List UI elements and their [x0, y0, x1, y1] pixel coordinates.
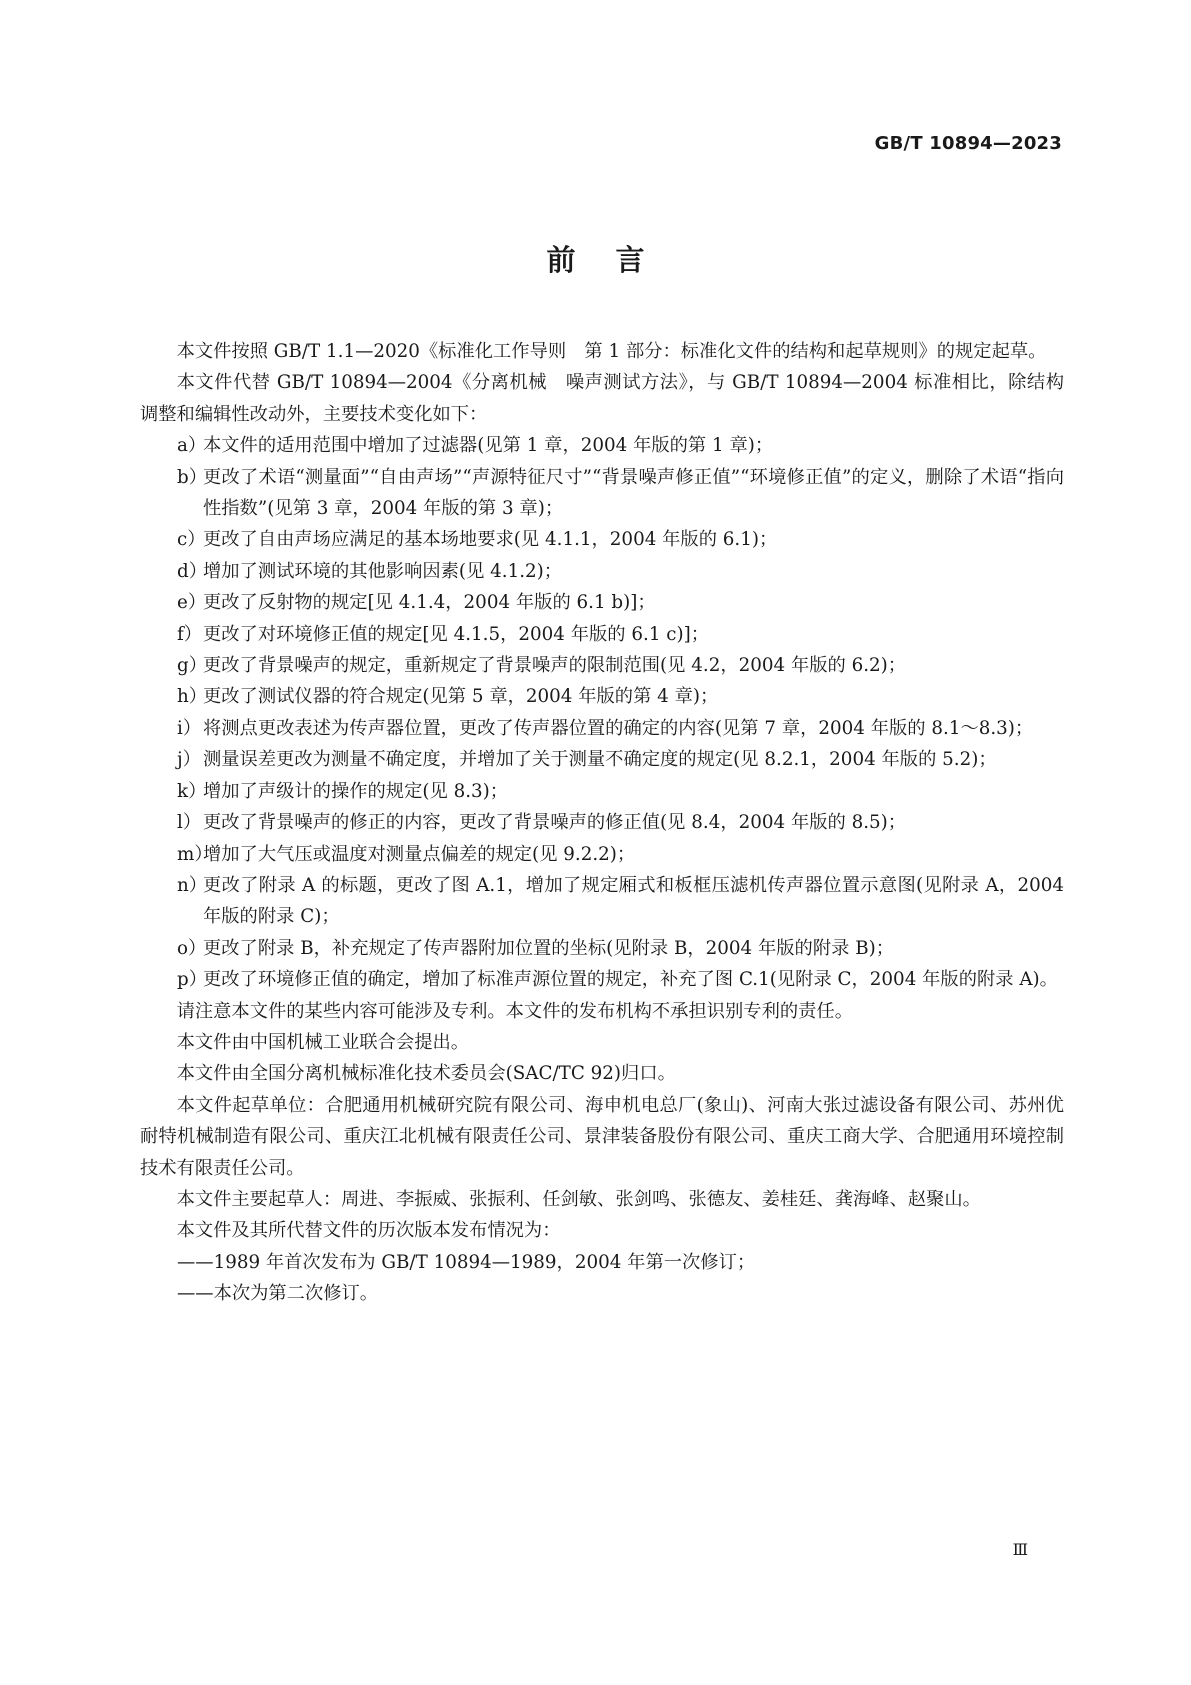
list-item-text: 增加了测试环境的其他影响因素(见 4.1.2)； [203, 560, 563, 582]
list-item [140, 744, 1064, 775]
history-item: ——1989 年首次发布为 GB/T 10894—1989，2004 年第一次修订； [177, 1251, 756, 1273]
list-marker: k） [177, 780, 207, 802]
list-item [140, 870, 1064, 933]
paragraph-drafters: 本文件主要起草人：周进、李振威、张振利、任剑敏、张剑鸣、张德友、姜桂廷、龚海峰、赵聚山。 [176, 1188, 981, 1210]
list-marker: o） [177, 937, 207, 959]
list-item [140, 430, 1064, 461]
list-item-text: 将测点更改表述为传声器位置，更改了传声器位置的确定的内容(见第 7 章，2004 年版的 8.1～8.3)； [203, 717, 1034, 739]
page-number: Ⅲ [1012, 1540, 1028, 1559]
list-item [140, 776, 1064, 807]
preface-body [140, 336, 1064, 1310]
list-item-text: 更改了附录 A 的标题，更改了图 A.1，增加了规定厢式和板框压滤机传声器位置示意图(见附录 A，2004 年版的附录 C)； [203, 874, 1064, 928]
list-item-text: 更改了对环境修正值的规定[见 4.1.5，2004 年版的 6.1 c)]； [203, 623, 710, 645]
paragraph-committee: 本文件由全国分离机械标准化技术委员会(SAC/TC 92)归口。 [176, 1063, 676, 1085]
list-item-text: 更改了附录 B，补充规定了传声器附加位置的坐标(见附录 B，2004 年版的附录 B)； [203, 937, 895, 959]
list-item-text: 更改了术语“测量面”“自由声场”“声源特征尺寸”“背景噪声修正值”“环境修正值”的定义，删除了术语“指向性指数”(见第 3 章，2004 年版的第 3 章)； [203, 466, 1064, 520]
list-marker: e） [177, 592, 207, 614]
list-item [140, 839, 1064, 870]
list-item [140, 524, 1064, 555]
list-item-text: 更改了背景噪声的修正的内容，更改了背景噪声的修正值(见 8.4，2004 年版的 8.5)； [203, 812, 907, 834]
list-marker: n） [177, 874, 208, 896]
list-marker: g） [177, 655, 207, 677]
list-item [140, 650, 1064, 681]
list-marker: c） [177, 529, 206, 551]
list-item-text: 增加了声级计的操作的规定(见 8.3)； [203, 780, 509, 802]
page-title: 前言 [546, 243, 685, 277]
list-marker: a） [177, 435, 207, 457]
list-item [140, 587, 1064, 618]
list-item-text: 测量误差更改为测量不确定度，并增加了关于测量不确定度的规定(见 8.2.1，2004 年版的 5.2)； [203, 749, 997, 771]
paragraph-proposer: 本文件由中国机械工业联合会提出。 [176, 1031, 470, 1053]
paragraph-drafting-units: 本文件起草单位：合肥通用机械研究院有限公司、海申机电总厂(象山)、河南大张过滤设备有限公司、苏州优耐特机械制造有限公司、重庆江北机械有限责任公司、景津装备股份有限公司、重庆工商大学、合肥通用环境控制技术有限责任公司。 [140, 1094, 1064, 1179]
list-item [140, 619, 1064, 650]
paragraph-replaces: 本文件代替 GB/T 10894—2004《分离机械 噪声测试方法》，与 GB/T 10894—2004 标准相比，除结构调整和编辑性改动外，主要技术变化如下： [140, 372, 1064, 425]
changes-list [140, 430, 1064, 995]
list-marker: i） [177, 717, 202, 739]
list-item [140, 713, 1064, 744]
list-item-text: 更改了环境修正值的确定，增加了标准声源位置的规定，补充了图 C.1(见附录 C，2004 年版的附录 A)。 [203, 969, 1058, 991]
list-marker: j） [177, 749, 201, 771]
list-item [140, 964, 1064, 995]
paragraph-patent-notice: 请注意本文件的某些内容可能涉及专利。本文件的发布机构不承担识别专利的责任。 [176, 1000, 853, 1022]
list-marker: l） [177, 812, 202, 834]
list-marker: f） [177, 623, 203, 645]
history-item: ——本次为第二次修订。 [177, 1283, 379, 1305]
list-item-text: 更改了背景噪声的规定，重新规定了背景噪声的限制范围(见 4.2，2004 年版的 6.2)； [203, 655, 907, 677]
paragraph-history-intro: 本文件及其所代替文件的历次版本发布情况为： [176, 1220, 561, 1242]
list-marker: d） [177, 560, 207, 582]
list-item-text: 更改了自由声场应满足的基本场地要求(见 4.1.1，2004 年版的 6.1)； [203, 529, 778, 551]
list-item [140, 556, 1064, 587]
list-item-text: 增加了大气压或温度对测量点偏差的规定(见 9.2.2)； [203, 843, 636, 865]
list-item [140, 681, 1064, 712]
list-marker: p） [177, 969, 207, 991]
list-marker: m） [177, 843, 213, 865]
list-item-text: 更改了测试仪器的符合规定(见第 5 章，2004 年版的第 4 章)； [203, 686, 719, 708]
standard-code: GB/T 10894—2023 [874, 133, 1062, 154]
list-item-text: 本文件的适用范围中增加了过滤器(见第 1 章，2004 年版的第 1 章)； [203, 435, 774, 457]
list-marker: h） [177, 686, 208, 708]
list-item [140, 807, 1064, 838]
list-marker: b） [177, 466, 207, 488]
list-item [140, 933, 1064, 964]
list-item [140, 462, 1064, 525]
list-item-text: 更改了反射物的规定[见 4.1.4，2004 年版的 6.1 b)]； [203, 592, 656, 614]
paragraph-drafting-rules: 本文件按照 GB/T 1.1—2020《标准化工作导则 第 1 部分：标准化文件的结构和起草规则》的规定起草。 [176, 341, 1047, 362]
